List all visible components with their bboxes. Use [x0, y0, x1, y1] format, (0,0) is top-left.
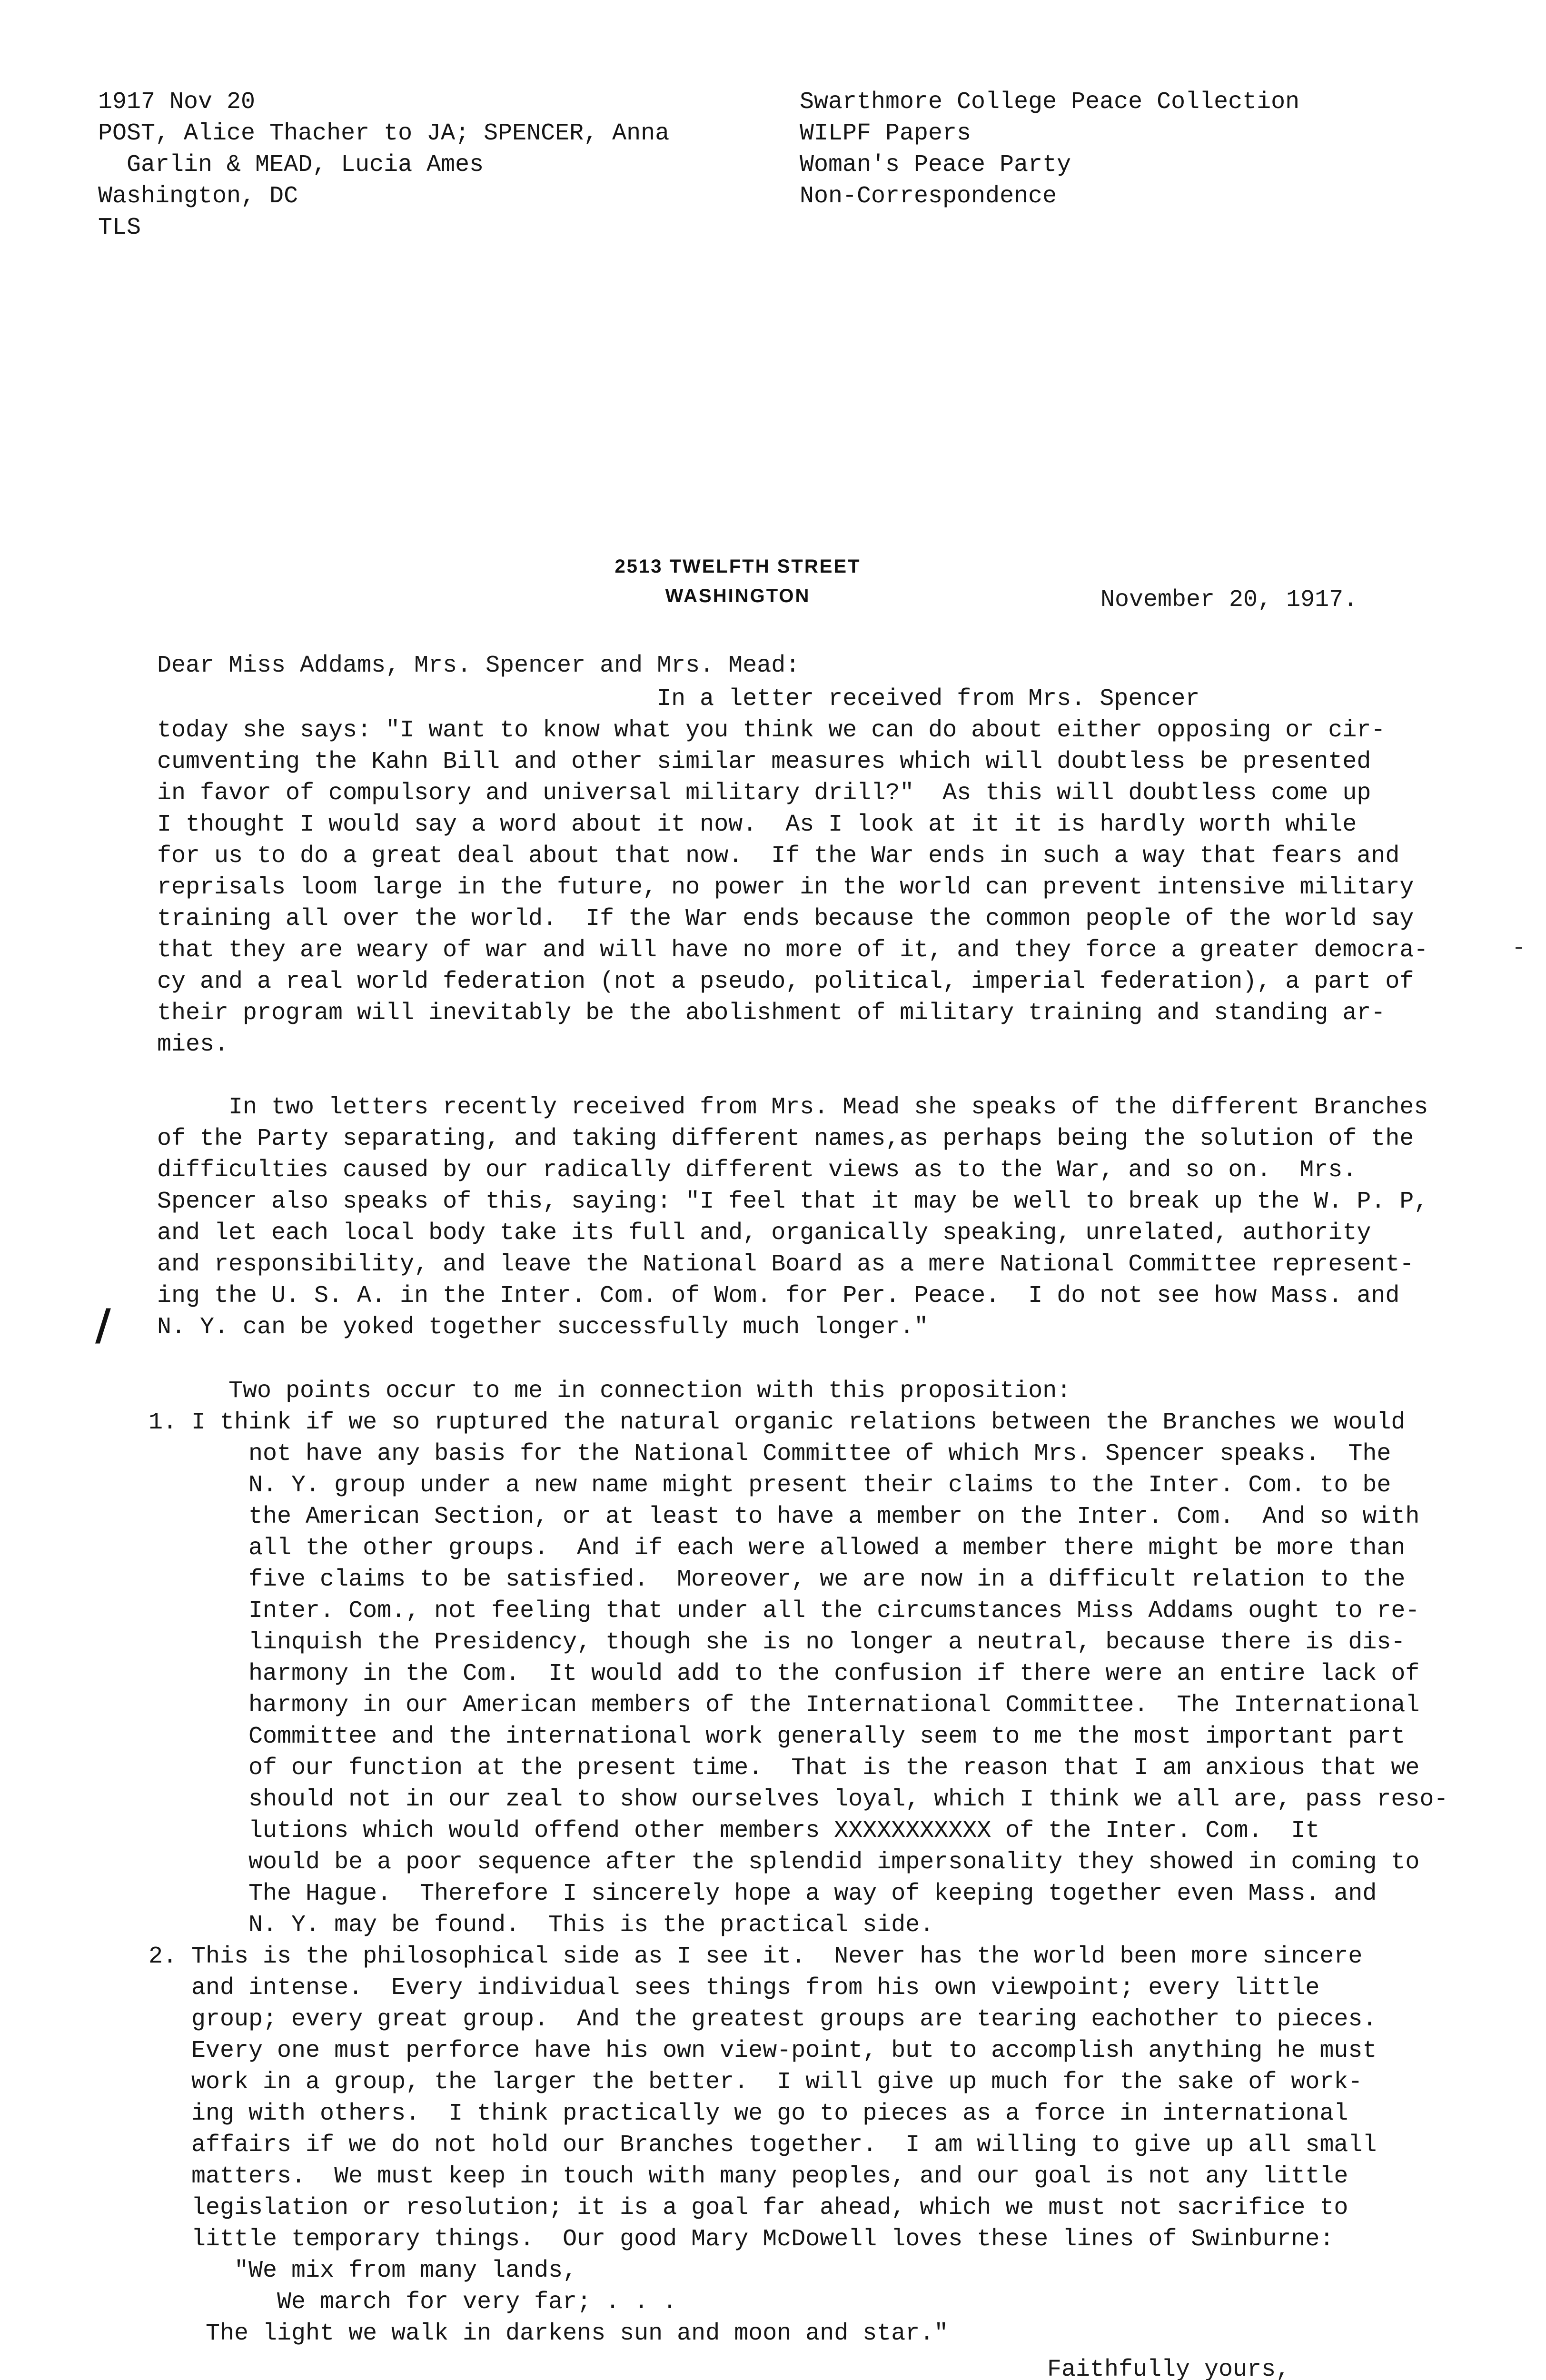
- letter-date: November 20, 1917.: [1100, 586, 1358, 614]
- text-line: lutions which would offend other members XXXXXXXXXXX of the Inter. Com. It: [149, 1817, 1320, 1844]
- text-line: cy and a real world federation (not a pseudo, political, imperial federation), a part of: [157, 968, 1414, 995]
- text-line: little temporary things. Our good Mary McDowell loves these lines of Swinburne:: [149, 2226, 1334, 2253]
- text-line: In two letters recently received from Mrs. Mead she speaks of the different Branches: [157, 1094, 1428, 1121]
- archive-location: Washington, DC: [98, 183, 298, 210]
- text-line: 2. This is the philosophical side as I see it. Never has the world been more sincere: [149, 1943, 1363, 1970]
- poem-line: We march for very far; . . .: [149, 2289, 677, 2316]
- margin-dash-mark: -: [1512, 935, 1526, 962]
- text-line: harmony in the Com. It would add to the confusion if there were an entire lack of: [149, 1660, 1420, 1687]
- text-line: not have any basis for the National Committee of which Mrs. Spencer speaks. The: [149, 1440, 1391, 1468]
- text-line: Committee and the international work generally seem to me the most important part: [149, 1723, 1406, 1750]
- text-line: and let each local body take its full and, organically speaking, unrelated, authority: [157, 1220, 1371, 1247]
- text-line: legislation or resolution; it is a goal far ahead, which we must not sacrifice to: [149, 2194, 1348, 2221]
- text-line: their program will inevitably be the abolishment of military training and standing ar-: [157, 1000, 1386, 1027]
- text-line: cumventing the Kahn Bill and other similar measures which will doubtless be presented: [157, 748, 1371, 775]
- text-line: would be a poor sequence after the splendid impersonality they showed in coming to: [149, 1849, 1420, 1876]
- poem-line: "We mix from many lands,: [149, 2257, 577, 2284]
- text-line: ing with others. I think practically we go to pieces as a force in international: [149, 2100, 1348, 2127]
- text-line: the American Section, or at least to have a member on the Inter. Com. And so with: [149, 1503, 1420, 1530]
- text-line: work in a group, the larger the better. I will give up much for the sake of work-: [149, 2069, 1363, 2096]
- text-line: reprisals loom large in the future, no power in the world can prevent intensive military: [157, 874, 1414, 901]
- salutation: Dear Miss Addams, Mrs. Spencer and Mrs. Mead:: [157, 652, 800, 679]
- text-line: for us to do a great deal about that now. If the War ends in such a way that fears and: [157, 843, 1400, 870]
- archive-category: Non-Correspondence: [800, 183, 1057, 210]
- text-line: and responsibility, and leave the National Board as a mere National Committee represent-: [157, 1251, 1414, 1278]
- text-line: Every one must perforce have his own view-point, but to accomplish anything he must: [149, 2037, 1377, 2064]
- text-line: 1. I think if we so ruptured the natural organic relations between the Branches we would: [149, 1409, 1406, 1436]
- archive-papers: WILPF Papers: [800, 120, 971, 147]
- text-line: today she says: "I want to know what you think we can do about either opposing or cir-: [157, 717, 1386, 744]
- text-line: N. Y. group under a new name might present their claims to the Inter. Com. to be: [149, 1472, 1391, 1499]
- archive-correspondents: POST, Alice Thacher to JA; SPENCER, Anna: [98, 120, 670, 147]
- margin-check-mark: /: [95, 1299, 111, 1350]
- text-line: in favor of compulsory and universal military drill?" As this will doubtless come up: [157, 780, 1371, 807]
- text-line: ing the U. S. A. in the Inter. Com. of Wom. for Per. Peace. I do not see how Mass. and: [157, 1282, 1400, 1309]
- text-line: The Hague. Therefore I sincerely hope a way of keeping together even Mass. and: [149, 1880, 1377, 1907]
- text-line: five claims to be satisfied. Moreover, we are now in a difficult relation to the: [149, 1566, 1406, 1593]
- archive-collection: Swarthmore College Peace Collection: [800, 89, 1300, 116]
- text-line: training all over the world. If the War ends because the common people of the world say: [157, 905, 1414, 932]
- text-line: I thought I would say a word about it now. As I look at it it is hardly worth while: [157, 811, 1357, 838]
- text-line: difficulties caused by our radically different views as to the War, and so on. Mrs.: [157, 1157, 1357, 1184]
- text-line: linquish the Presidency, though she is no longer a neutral, because there is dis-: [149, 1629, 1406, 1656]
- text-line: Inter. Com., not feeling that under all the circumstances Miss Addams ought to re-: [149, 1597, 1420, 1625]
- text-line: mies.: [157, 1031, 229, 1058]
- closing: Faithfully yours,: [1047, 2356, 1290, 2380]
- poem-line: The light we walk in darkens sun and moon and star.": [149, 2320, 949, 2347]
- text-line: affairs if we do not hold our Branches together. I am willing to give up all small: [149, 2132, 1377, 2159]
- points-intro: Two points occur to me in connection with this proposition:: [157, 1378, 1071, 1405]
- text-line: N. Y. can be yoked together successfully much longer.": [157, 1314, 929, 1341]
- text-line: Spencer also speaks of this, saying: "I feel that it may be well to break up the W. P. P,: [157, 1188, 1428, 1215]
- text-line: and intense. Every individual sees things from his own viewpoint; every little: [149, 1974, 1320, 2002]
- text-line: group; every great group. And the greatest groups are tearing eachother to pieces.: [149, 2006, 1377, 2033]
- text-line: matters. We must keep in touch with many peoples, and our goal is not any little: [149, 2163, 1348, 2190]
- text-line: that they are weary of war and will have no more of it, and they force a greater democra-: [157, 937, 1428, 964]
- archive-correspondents-cont: Garlin & MEAD, Lucia Ames: [98, 151, 484, 178]
- text-line: of the Party separating, and taking different names,as perhaps being the solution of the: [157, 1125, 1414, 1152]
- archive-date: 1917 Nov 20: [98, 89, 256, 116]
- text-line: In a letter received from Mrs. Spencer: [157, 685, 1200, 713]
- letterhead-street: 2513 TWELFTH STREET: [614, 556, 861, 577]
- archive-series: Woman's Peace Party: [800, 151, 1071, 178]
- text-line: harmony in our American members of the International Committee. The International: [149, 1692, 1420, 1719]
- text-line: of our function at the present time. That is the reason that I am anxious that we: [149, 1755, 1420, 1782]
- archive-doc-type: TLS: [98, 214, 141, 241]
- text-line: N. Y. may be found. This is the practical side.: [149, 1912, 934, 1939]
- letterhead-city: WASHINGTON: [665, 585, 811, 606]
- text-line: all the other groups. And if each were allowed a member there might be more than: [149, 1535, 1406, 1562]
- text-line: should not in our zeal to show ourselves loyal, which I think we all are, pass reso-: [149, 1786, 1448, 1813]
